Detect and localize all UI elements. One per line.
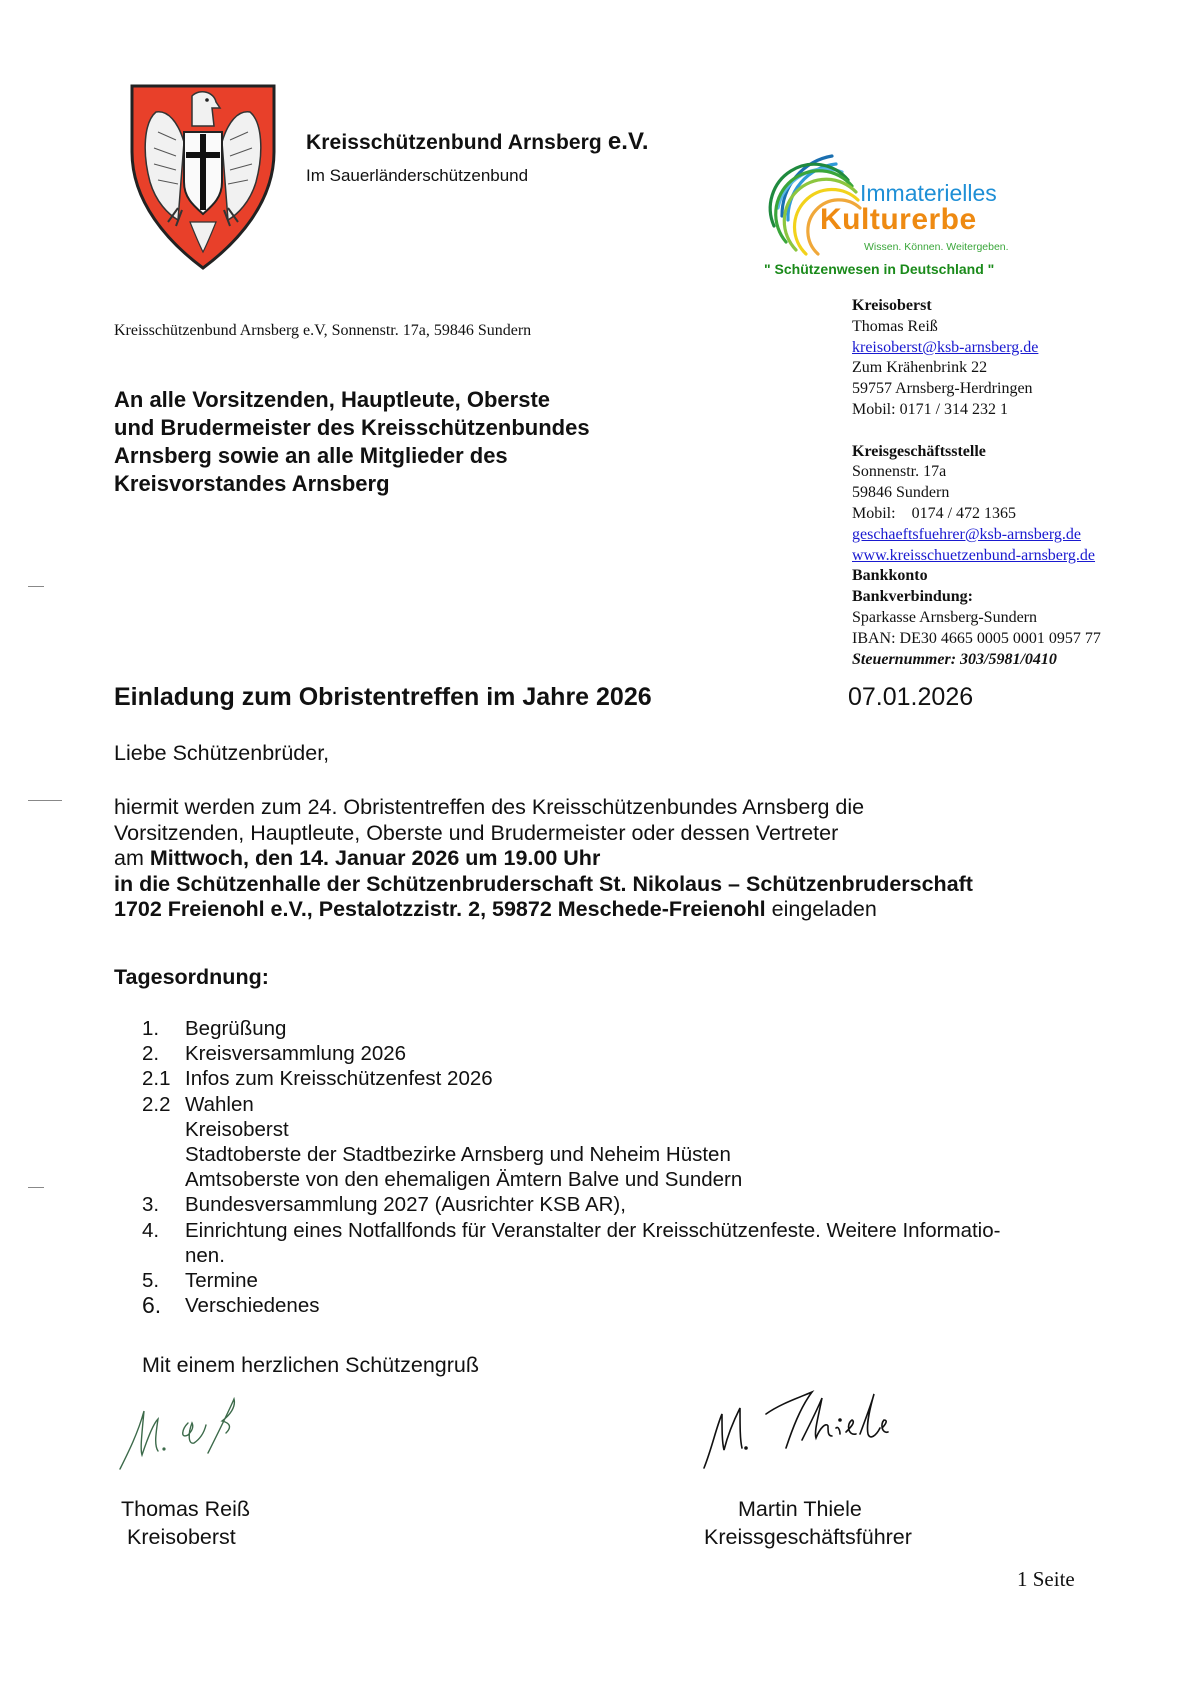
- agenda-text: Wahlen: [185, 1092, 254, 1116]
- meeting-datetime: Mittwoch, den 14. Januar 2026 um 19.00 Uhr: [149, 846, 601, 870]
- agenda-item: [142, 1092, 1092, 1117]
- organization-subtitle: Im Sauerländerschützenbund: [306, 166, 529, 185]
- invited-suffix: eingeladen: [765, 897, 877, 921]
- meeting-venue: in die Schützenhalle der Schützenbruderschaft St. Nikolaus – Schützenbruderschaft: [114, 871, 973, 896]
- agenda-subitem: [142, 1117, 1092, 1142]
- agenda-text: Bundesversammlung 2027 (Ausrichter KSB AR),: [185, 1193, 626, 1217]
- agenda-number: 4.: [142, 1218, 160, 1242]
- bank-connection-heading: Bankverbindung:: [852, 588, 973, 606]
- heritage-logo-line2: Kulturerbe: [820, 203, 977, 236]
- agenda-text: Verschiedenes: [185, 1294, 320, 1318]
- organization-name: [306, 128, 649, 156]
- kreisoberst-mobile: Mobil: 0171 / 314 232 1: [852, 400, 1009, 418]
- paragraph-line: [114, 872, 1104, 898]
- letter-subject: Einladung zum Obristentreffen im Jahre 2026: [114, 683, 652, 711]
- fold-mark: [28, 1187, 44, 1188]
- office-heading: Kreisgeschäftsstelle: [852, 442, 986, 460]
- tax-number: Steuernummer: 303/5981/0410: [852, 650, 1057, 668]
- kreisoberst-heading: Kreisoberst: [852, 297, 932, 314]
- office-mobile: Mobil: 0174 / 472 1365: [852, 504, 1017, 522]
- closing-salutation: Mit einem herzlichen Schützengruß: [142, 1353, 479, 1377]
- agenda-item: [142, 1293, 1092, 1318]
- agenda-item: [142, 1066, 1092, 1091]
- heritage-logo-tagline: Wissen. Können. Weitergeben.: [864, 241, 1009, 253]
- agenda-text: Infos zum Kreisschützenfest 2026: [185, 1067, 493, 1091]
- signature-thomas-reiss-icon: [118, 1393, 268, 1473]
- agenda-number: 2.: [142, 1042, 160, 1066]
- org-suffix: e.V.: [607, 128, 649, 155]
- kreisoberst-name: Thomas Reiß: [852, 317, 938, 335]
- agenda-number: [142, 1117, 185, 1142]
- agenda-text: Begrüßung: [185, 1017, 287, 1040]
- agenda-item: [142, 1041, 1092, 1066]
- contact-column: [852, 296, 1172, 670]
- recipient-line: und Brudermeister des Kreisschützenbundes: [114, 415, 590, 440]
- signature-martin-thiele-icon: [700, 1378, 890, 1474]
- recipient-block: [114, 386, 674, 498]
- agenda-text: Kreisoberst: [185, 1117, 289, 1141]
- agenda-item-continuation: [142, 1243, 1092, 1268]
- agenda-number: 2.1: [142, 1067, 171, 1091]
- agenda-number: [142, 1142, 185, 1167]
- signer2-role: Kreissgeschäftsführer: [704, 1525, 912, 1549]
- agenda-number: 3.: [142, 1193, 160, 1217]
- agenda-text: Stadtoberste der Stadtbezirke Arnsberg und Neheim Hüsten: [185, 1143, 731, 1167]
- letter-date: 07.01.2026: [848, 683, 974, 711]
- agenda-item: [142, 1218, 1092, 1243]
- kreisoberst-email-link[interactable]: kreisoberst@ksb-arnsberg.de: [852, 338, 1039, 356]
- greeting: Liebe Schützenbrüder,: [114, 741, 330, 765]
- agenda-text: nen.: [185, 1243, 225, 1267]
- agenda-title: Tagesordnung:: [114, 965, 269, 989]
- recipient-line: Kreisvorstandes Arnsberg: [114, 471, 390, 496]
- invitation-paragraph: [114, 795, 1104, 923]
- paragraph-line: [114, 897, 1104, 923]
- meeting-address: 1702 Freienohl e.V., Pestalotzzistr. 2, 59872 Meschede-Freienohl: [114, 897, 766, 921]
- bank-heading: Bankkonto: [852, 567, 928, 585]
- signer1-name: Thomas Reiß: [121, 1497, 251, 1521]
- kreisoberst-city: 59757 Arnsberg-Herdringen: [852, 380, 1033, 398]
- agenda-subitem: [142, 1142, 1092, 1167]
- signer2-name: Martin Thiele: [738, 1497, 862, 1521]
- recipient-line: Arnsberg sowie an alle Mitglieder des: [114, 443, 508, 468]
- agenda-item: [142, 1268, 1092, 1293]
- agenda-item: [142, 1016, 1092, 1041]
- agenda-list: [142, 1016, 1092, 1318]
- sender-address-line: Kreisschützenbund Arnsberg e.V, Sonnenstr. 17a, 59846 Sundern: [114, 322, 532, 339]
- punch-mark: [28, 800, 62, 801]
- agenda-number: 2.2: [142, 1092, 171, 1116]
- kreisoberst-street: Zum Krähenbrink 22: [852, 359, 988, 377]
- agenda-number: [142, 1243, 185, 1268]
- agenda-number: 5.: [142, 1269, 160, 1293]
- heritage-logo-quote: " Schützenwesen in Deutschland ": [764, 261, 995, 277]
- org-name-text: Kreisschützenbund Arnsberg: [306, 131, 602, 154]
- office-city: 59846 Sundern: [852, 484, 950, 502]
- page-number: 1 Seite: [1017, 1567, 1075, 1591]
- paragraph-line: Vorsitzenden, Hauptleute, Oberste und Brudermeister oder dessen Vertreter: [114, 820, 839, 845]
- coat-of-arms-icon: [128, 82, 278, 272]
- agenda-number: [142, 1167, 185, 1192]
- agenda-text: Amtsoberste von den ehemaligen Ämtern Balve und Sundern: [185, 1168, 743, 1192]
- agenda-number: 1.: [142, 1017, 160, 1040]
- date-prefix: am: [114, 846, 150, 870]
- fold-mark: [28, 586, 44, 587]
- agenda-item: [142, 1192, 1092, 1217]
- agenda-subitem: [142, 1167, 1092, 1192]
- agenda-text: Kreisversammlung 2026: [185, 1042, 407, 1066]
- website-link[interactable]: www.kreisschuetzenbund-arnsberg.de: [852, 546, 1096, 564]
- bank-iban: IBAN: DE30 4665 0005 0001 0957 77: [852, 629, 1101, 647]
- recipient-line: An alle Vorsitzenden, Hauptleute, Oberste: [114, 387, 551, 412]
- paragraph-line: hiermit werden zum 24. Obristentreffen des Kreisschützenbundes Arnsberg die: [114, 795, 865, 819]
- heritage-logo-line1: Immaterielles: [860, 180, 997, 206]
- agenda-text: Termine: [185, 1269, 258, 1293]
- agenda-number: 6.: [142, 1292, 162, 1319]
- paragraph-line: [114, 846, 1104, 872]
- office-street: Sonnenstr. 17a: [852, 463, 947, 481]
- bank-name: Sparkasse Arnsberg-Sundern: [852, 608, 1038, 626]
- spacer: [852, 421, 1172, 442]
- office-email-link[interactable]: geschaeftsfuehrer@ksb-arnsberg.de: [852, 525, 1082, 543]
- signer1-role: Kreisoberst: [127, 1525, 236, 1549]
- agenda-text: Einrichtung eines Notfallfonds für Veranstalter der Kreisschützenfeste. Weitere Informatio-: [185, 1218, 1001, 1242]
